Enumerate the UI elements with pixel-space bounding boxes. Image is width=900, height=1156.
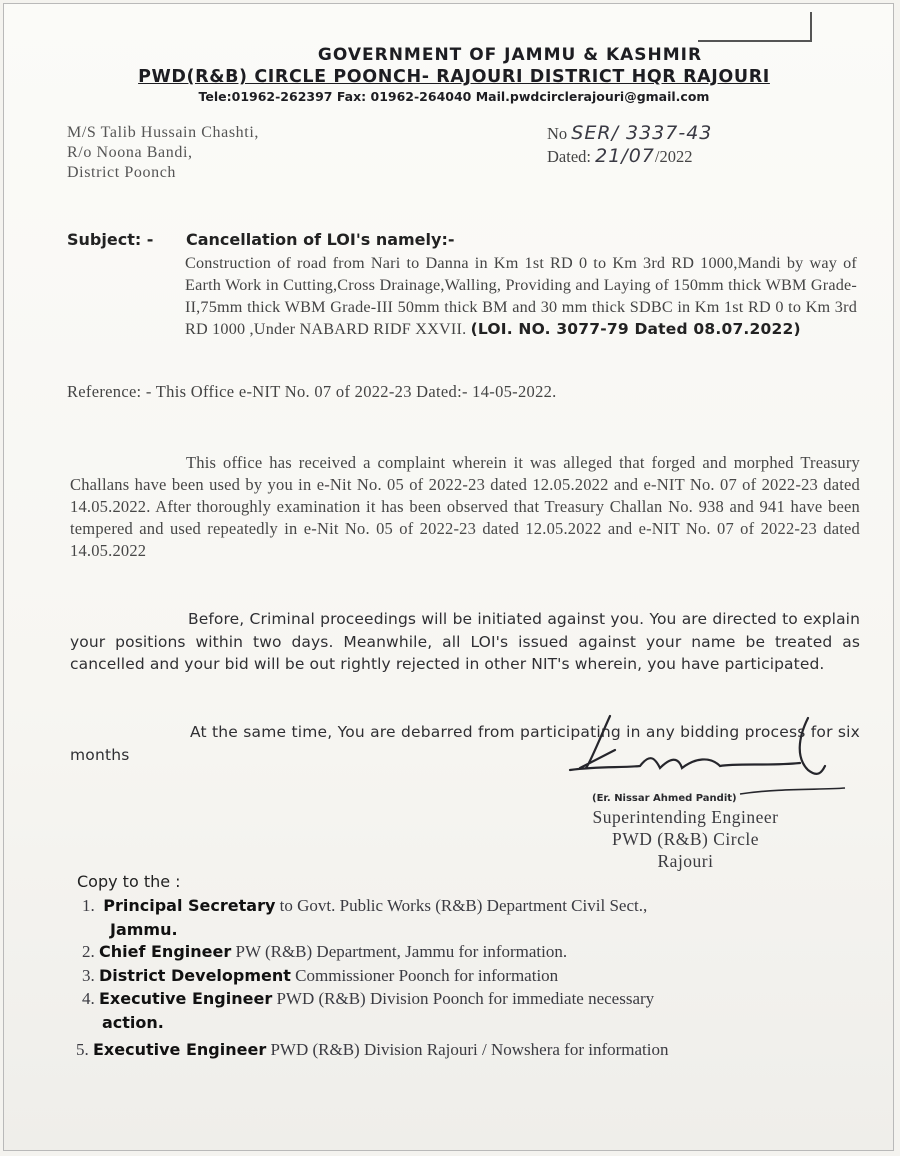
copy-item-number: 1. — [82, 896, 95, 915]
signatory-block — [558, 806, 813, 872]
paragraph-complaint: This office has received a complaint wherein it was alleged that forged and morphed Treasury Challans have been used by you in e-Nit No. 05 of 2022-23 dated 12.05.2022 and e-NIT No. 07 of 2022-23 dated 14.05.2022. After thoroughly examination it has been observed that Treasury Challan No. 938 and 941 have been tempered and used repeatedly in e-Nit No. 05 of 2022-23 dated 12.05.2022 and e-NIT No. 07 of 2022-23 dated 14.05.2022 — [70, 453, 860, 560]
copy-item-recipient: Principal Secretary — [103, 896, 276, 915]
signature-mark — [560, 708, 850, 798]
copy-item-recipient: Chief Engineer — [99, 942, 232, 961]
copy-item — [82, 966, 558, 986]
date-label: Dated: — [547, 147, 591, 166]
number-value-handwritten: SER/ 3337-43 — [571, 122, 713, 144]
letter-number-block — [547, 122, 712, 168]
copy-item-text: PW (R&B) Department, Jammu for information. — [231, 942, 568, 961]
date-value-handwritten: 21/07 — [595, 145, 655, 167]
subject-text: Construction of road from Nari to Danna in Km 1st RD 0 to Km 3rd RD 1000,Mandi by way of Earth Work in Cutting,Cross Drainage,Walling, Providing and Laying of 150mm thick WBM Grade-II,75mm thick WBM Grade-III 50mm thick BM and 30 mm thick SDBC in Km 1st RD 0 to Km 3rd RD 1000 ,Under NABARD RIDF XXVII. — [185, 254, 857, 338]
letter-date — [547, 145, 712, 168]
copy-item-number: 4. — [82, 989, 95, 1008]
subject-title: Cancellation of LOI's namely:- — [186, 230, 455, 249]
copy-item-number: 2. — [82, 942, 95, 961]
addressee-block — [67, 123, 259, 183]
subject-label: Subject: - — [67, 230, 154, 249]
number-label: No — [547, 124, 568, 143]
copy-item-continuation: action. — [102, 1013, 164, 1032]
signatory-place: Rajouri — [657, 851, 714, 871]
subject-body — [185, 252, 857, 340]
copy-item-number: 3. — [82, 966, 95, 985]
copy-item-continuation: Jammu. — [110, 920, 178, 939]
copy-item-number: 5. — [76, 1040, 89, 1059]
corner-stamp-mark — [698, 12, 812, 42]
date-year: /2022 — [654, 147, 693, 166]
copy-to-label: Copy to the : — [77, 872, 181, 891]
copy-item — [82, 942, 567, 962]
copy-item-text: PWD (R&B) Division Poonch for immediate necessary — [272, 989, 655, 1008]
addressee-line: District Poonch — [67, 164, 176, 181]
header-government: GOVERNMENT OF JAMMU & KASHMIR — [317, 45, 703, 65]
copy-item — [82, 989, 654, 1009]
header-office — [4, 67, 900, 87]
copy-item-text: PWD (R&B) Division Rajouri / Nowshera for information — [266, 1040, 669, 1059]
reference-line: Reference: - This Office e-NIT No. 07 of 2022-23 Dated:- 14-05-2022. — [67, 382, 557, 401]
header-contact: Tele:01962-262397 Fax: 01962-264040 Mail.pwdcirclerajouri@gmail.com — [198, 89, 710, 104]
copy-item-text: to Govt. Public Works (R&B) Department Civil Sect., — [275, 896, 648, 915]
signatory-designation: Superintending Engineer — [592, 807, 779, 827]
paragraph-debarment: At the same time, You are debarred from participating in any bidding process for six months — [70, 723, 860, 764]
copy-item — [82, 896, 647, 916]
copy-item-text: Commissioner Poonch for information — [290, 966, 559, 985]
copy-item-recipient: Executive Engineer — [99, 989, 273, 1008]
addressee-line: M/S Talib Hussain Chashti, — [67, 124, 259, 141]
copy-item — [76, 1040, 668, 1060]
signatory-office: PWD (R&B) Circle — [611, 829, 759, 849]
letter-number — [547, 122, 712, 145]
header-office-text: PWD(R&B) CIRCLE POONCH- RAJOURI DISTRICT HQR RAJOURI — [138, 67, 770, 87]
subject-loi: (LOI. NO. 3077-79 Dated 08.07.2022) — [470, 320, 801, 338]
copy-item-recipient: District Development — [99, 966, 291, 985]
paragraph-directive: Before, Criminal proceedings will be initiated against you. You are directed to explain your positions within two days. Meanwhile, all LOI's issued against your name be treated as cancelled and your bid will be out rightly rejected in other NIT's wherein, you have participated. — [70, 610, 860, 673]
addressee-line: R/o Noona Bandi, — [67, 144, 193, 161]
signatory-name: (Er. Nissar Ahmed Pandit) — [592, 793, 737, 804]
copy-item-recipient: Executive Engineer — [93, 1040, 267, 1059]
